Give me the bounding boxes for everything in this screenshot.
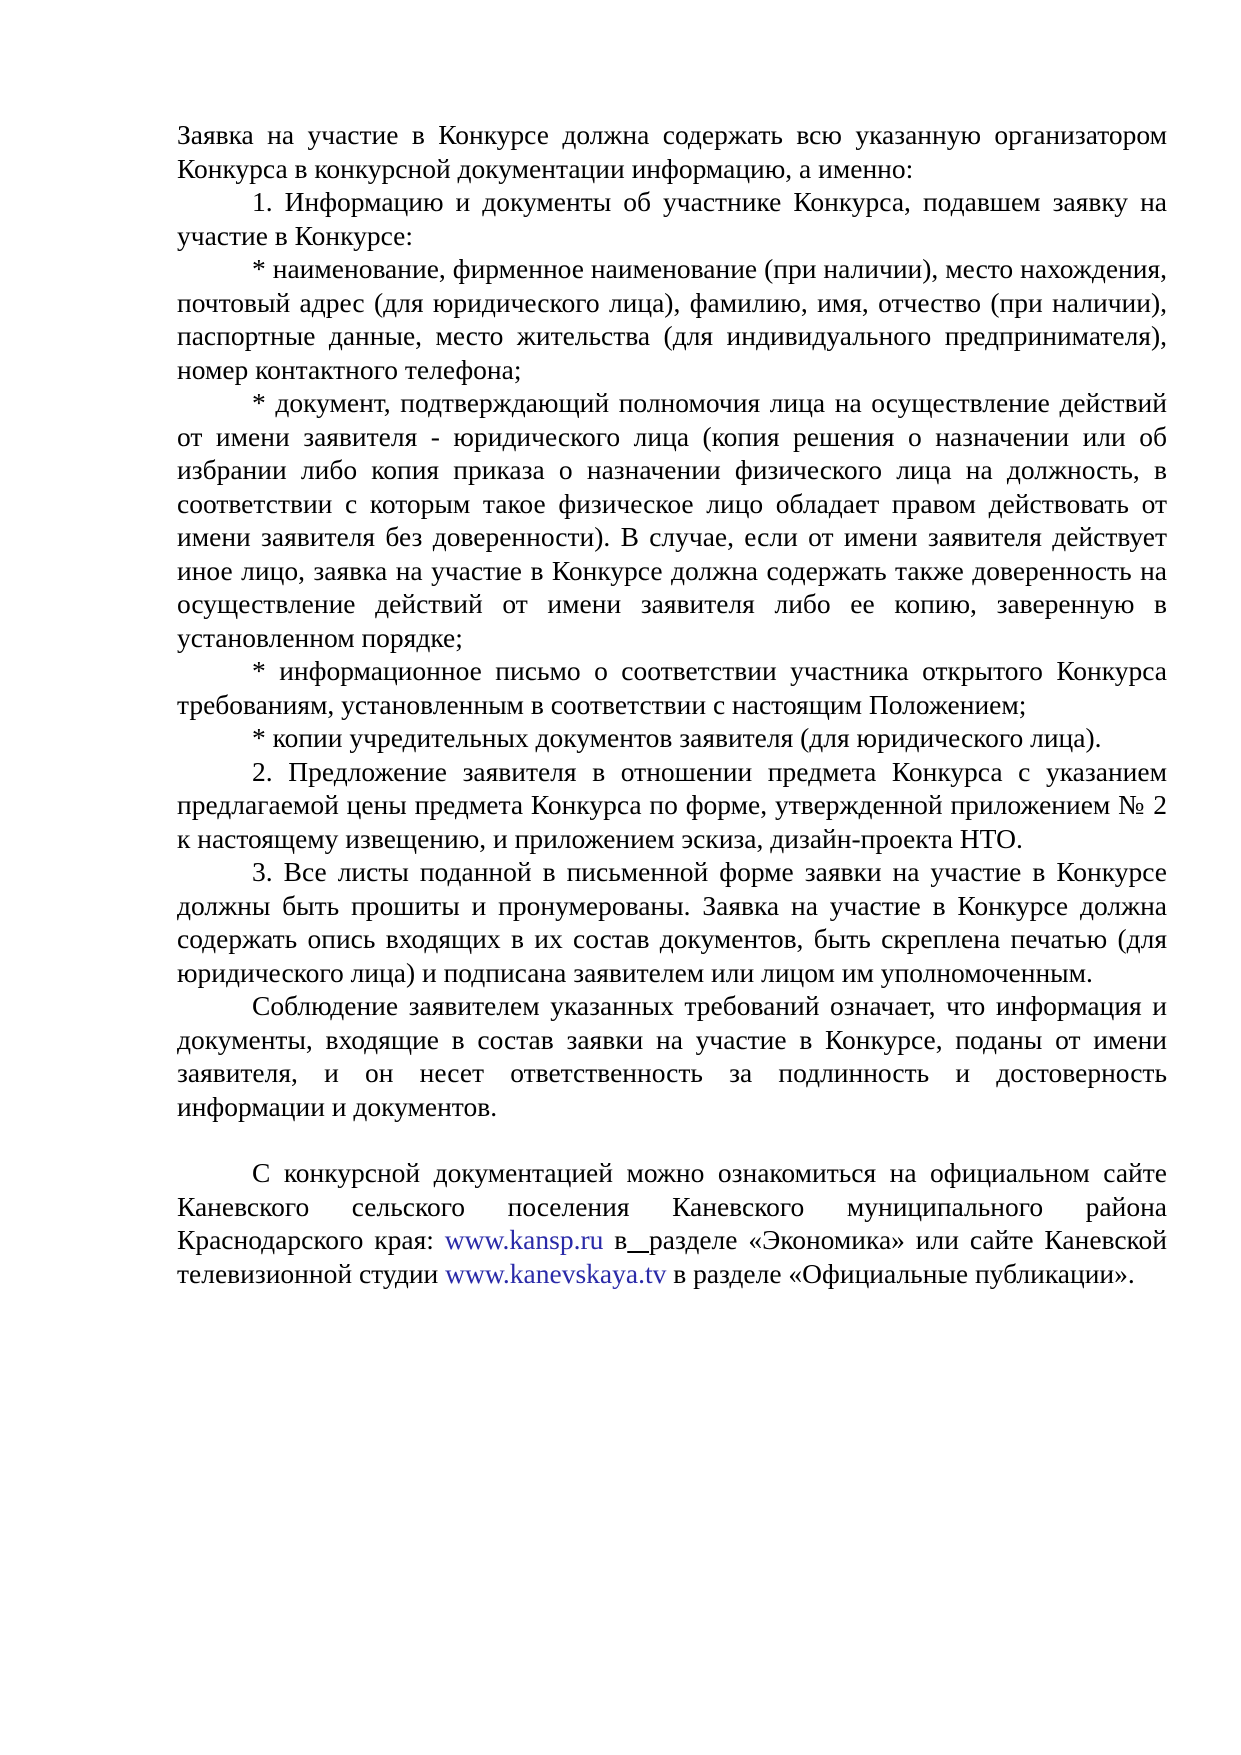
paragraph-compliance: Соблюдение заявителем указанных требований означает, что информация и документы, входящие в состав заявки на участие в Конкурсе, поданы от имени заявителя, и он несет ответственность за подлинность и достоверность информации и документов. — [177, 990, 1167, 1122]
documentation-text-4: в разделе «Официальные публикации». — [666, 1257, 1135, 1289]
paragraph-item-1: 1. Информацию и документы об участнике Конкурса, подавшем заявку на участие в Конкурсе: — [177, 186, 1167, 251]
paragraph-item-3: 3. Все листы поданной в письменной форме заявки на участие в Конкурсе должны быть прошиты и пронумерованы. Заявка на участие в Конкурсе должна содержать опись входящих в их состав документов, быть скреплена печатью (для юридического лица) и подписана заявителем или лицом им уполномоченным. — [177, 856, 1167, 988]
paragraph-bullet-name: * наименование, фирменное наименование (при наличии), место нахождения, почтовый адрес (для юридического лица), фамилию, имя, отчество (при наличии), паспортные данные, место жительства (для индивидуального предпринимателя), номер контактного телефона; — [177, 253, 1167, 385]
document-page — [177, 118, 1167, 1290]
paragraph-bullet-founding-docs: * копии учредительных документов заявителя (для юридического лица). — [252, 722, 1102, 753]
documentation-text-1: С конкурсной документацией можно ознакомиться на официальном сайте Каневского сельского поселения Каневского муниципального района Краснодарского края: — [177, 1157, 1167, 1255]
documentation-text-2: в — [603, 1224, 628, 1255]
kanevskaya-tv-link[interactable]: www.kanevskaya.tv — [445, 1257, 667, 1289]
documentation-text-3: разделе «Экономика» или сайте Каневской телевизионной студии — [177, 1224, 1167, 1289]
paragraph-intro: Заявка на участие в Конкурсе должна содержать всю указанную организатором Конкурса в конкурсной документации информацию, а именно: — [177, 119, 1167, 184]
kansp-link[interactable]: www.kansp.ru — [444, 1224, 604, 1255]
underscore-gap — [627, 1224, 649, 1255]
paragraph-bullet-authority: * документ, подтверждающий полномочия лица на осуществление действий от имени заявителя - юридического лица (копия решения о назначении или об избрании либо копия приказа о назначении физического лица на должность, в соответствии с которым такое физическое лицо обладает правом действовать от имени заявителя без доверенности). В случае, если от имени заявителя действует иное лицо, заявка на участие в Конкурсе должна содержать также доверенность на осуществление действий от имени заявителя либо ее копию, заверенную в установленном порядке; — [177, 387, 1167, 653]
paragraph-documentation-links — [177, 1156, 1167, 1290]
paragraph-item-2: 2. Предложение заявителя в отношении предмета Конкурса с указанием предлагаемой цены предмета Конкурса по форме, утвержденной приложением № 2 к настоящему извещению, и приложением эскиза, дизайн-проекта НТО. — [177, 755, 1167, 854]
paragraph-bullet-letter: * информационное письмо о соответствии участника открытого Конкурса требованиям, установленным в соответствии с настоящим Положением; — [177, 655, 1167, 720]
